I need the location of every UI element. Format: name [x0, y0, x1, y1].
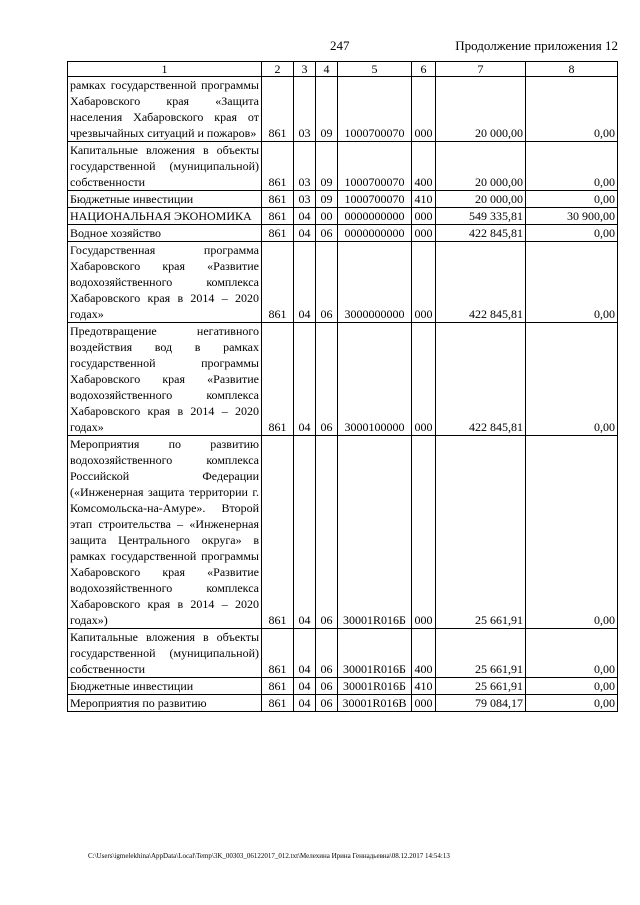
cell-amount: 25 661,91 [436, 678, 526, 695]
table-row [68, 208, 618, 225]
cell-expense-type: 000 [412, 242, 436, 323]
row-name: Бюджетные инвестиции [68, 191, 262, 208]
cell-subsection: 06 [316, 436, 338, 629]
column-header: 4 [316, 62, 338, 77]
column-header: 7 [436, 62, 526, 77]
table-row [68, 629, 618, 678]
cell-section: 04 [294, 242, 316, 323]
cell-subsection: 06 [316, 225, 338, 242]
cell-subsection: 09 [316, 77, 338, 142]
cell-amount-2: 0,00 [526, 678, 618, 695]
cell-amount-2: 0,00 [526, 436, 618, 629]
cell-subsection: 06 [316, 323, 338, 436]
cell-expense-type: 000 [412, 323, 436, 436]
column-header: 8 [526, 62, 618, 77]
row-name: Предотвращение негативного воздействия вод в рамках государственной программы Хабаровского края «Развитие водохозяйственного комплекса Хабаровского края в 2014 – 2020 годах» [68, 323, 262, 436]
column-header: 1 [68, 62, 262, 77]
cell-target-article: 30001R016В [338, 695, 412, 712]
table-row [68, 142, 618, 191]
cell-target-article: 1000700070 [338, 142, 412, 191]
cell-expense-type: 400 [412, 142, 436, 191]
row-name: Водное хозяйство [68, 225, 262, 242]
row-name: НАЦИОНАЛЬНАЯ ЭКОНОМИКА [68, 208, 262, 225]
cell-amount: 20 000,00 [436, 77, 526, 142]
cell-amount-2: 0,00 [526, 695, 618, 712]
cell-ministry-code: 861 [262, 191, 294, 208]
cell-amount: 20 000,00 [436, 142, 526, 191]
cell-amount: 422 845,81 [436, 242, 526, 323]
column-number-row [68, 62, 618, 77]
column-header: 3 [294, 62, 316, 77]
cell-amount-2: 0,00 [526, 77, 618, 142]
cell-ministry-code: 861 [262, 142, 294, 191]
cell-section: 04 [294, 323, 316, 436]
table-row [68, 242, 618, 323]
cell-ministry-code: 861 [262, 77, 294, 142]
cell-expense-type: 000 [412, 208, 436, 225]
cell-amount: 25 661,91 [436, 436, 526, 629]
cell-ministry-code: 861 [262, 208, 294, 225]
cell-section: 04 [294, 436, 316, 629]
cell-subsection: 09 [316, 191, 338, 208]
table-row [68, 191, 618, 208]
table-row [68, 323, 618, 436]
cell-amount: 79 084,17 [436, 695, 526, 712]
table-row [68, 678, 618, 695]
row-name: Капитальные вложения в объекты государственной (муниципальной) собственности [68, 142, 262, 191]
cell-subsection: 06 [316, 695, 338, 712]
cell-target-article: 0000000000 [338, 225, 412, 242]
cell-target-article: 0000000000 [338, 208, 412, 225]
cell-amount-2: 0,00 [526, 242, 618, 323]
row-name: рамках государственной программы Хабаровского края «Защита населения Хабаровского края от чрезвычайных ситуаций и пожаров» [68, 77, 262, 142]
cell-target-article: 3000100000 [338, 323, 412, 436]
cell-amount-2: 0,00 [526, 142, 618, 191]
cell-subsection: 06 [316, 678, 338, 695]
cell-target-article: 1000700070 [338, 191, 412, 208]
cell-section: 04 [294, 695, 316, 712]
cell-expense-type: 000 [412, 695, 436, 712]
cell-amount: 20 000,00 [436, 191, 526, 208]
table-row [68, 225, 618, 242]
cell-amount: 25 661,91 [436, 629, 526, 678]
cell-ministry-code: 861 [262, 323, 294, 436]
continuation-label: Продолжение приложения 12 [455, 38, 618, 53]
cell-amount-2: 0,00 [526, 629, 618, 678]
cell-section: 03 [294, 191, 316, 208]
cell-subsection: 09 [316, 142, 338, 191]
cell-section: 03 [294, 77, 316, 142]
cell-expense-type: 000 [412, 436, 436, 629]
cell-expense-type: 410 [412, 191, 436, 208]
row-name: Государственная программа Хабаровского края «Развитие водохозяйственного комплекса Хабаровского края в 2014 – 2020 годах» [68, 242, 262, 323]
cell-amount-2: 0,00 [526, 323, 618, 436]
cell-expense-type: 000 [412, 77, 436, 142]
cell-amount-2: 0,00 [526, 225, 618, 242]
cell-expense-type: 410 [412, 678, 436, 695]
cell-amount: 422 845,81 [436, 225, 526, 242]
cell-target-article: 30001R016Б [338, 629, 412, 678]
cell-amount: 422 845,81 [436, 323, 526, 436]
cell-subsection: 06 [316, 629, 338, 678]
cell-amount-2: 30 900,00 [526, 208, 618, 225]
cell-section: 04 [294, 208, 316, 225]
table-row [68, 77, 618, 142]
cell-ministry-code: 861 [262, 629, 294, 678]
cell-section: 04 [294, 678, 316, 695]
column-header: 5 [338, 62, 412, 77]
cell-subsection: 06 [316, 242, 338, 323]
cell-amount: 549 335,81 [436, 208, 526, 225]
table-row [68, 436, 618, 629]
cell-target-article: 30001R016Б [338, 678, 412, 695]
cell-subsection: 00 [316, 208, 338, 225]
row-name: Капитальные вложения в объекты государственной (муниципальной) собственности [68, 629, 262, 678]
cell-amount-2: 0,00 [526, 191, 618, 208]
cell-section: 04 [294, 629, 316, 678]
cell-target-article: 1000700070 [338, 77, 412, 142]
row-name: Мероприятия по развитию водохозяйственного комплекса Российской Федерации («Инженерная защита территории г. Комсомольска-на-Амуре». Второй этап строительства – «Инженерная защита Центрального округа» в рамках государственной программы Хабаровского края «Развитие водохозяйственного комплекса Хабаровского края в 2014 – 2020 годах») [68, 436, 262, 629]
column-header: 6 [412, 62, 436, 77]
cell-section: 04 [294, 225, 316, 242]
file-path-footer: C:\Users\igmelekhina\AppData\Local\Temp\3K_00303_06122017_012.txt\Мелехина Ирина Геннадьевна\08.12.2017 14:54:13 [88, 852, 450, 860]
column-header: 2 [262, 62, 294, 77]
cell-expense-type: 400 [412, 629, 436, 678]
cell-target-article: 30001R016Б [338, 436, 412, 629]
cell-ministry-code: 861 [262, 695, 294, 712]
cell-ministry-code: 861 [262, 242, 294, 323]
cell-expense-type: 000 [412, 225, 436, 242]
table-row [68, 695, 618, 712]
row-name: Бюджетные инвестиции [68, 678, 262, 695]
cell-ministry-code: 861 [262, 225, 294, 242]
budget-table [67, 61, 618, 712]
cell-ministry-code: 861 [262, 436, 294, 629]
cell-ministry-code: 861 [262, 678, 294, 695]
cell-section: 03 [294, 142, 316, 191]
cell-target-article: 3000000000 [338, 242, 412, 323]
row-name: Мероприятия по развитию [68, 695, 262, 712]
page-number: 247 [330, 38, 350, 53]
